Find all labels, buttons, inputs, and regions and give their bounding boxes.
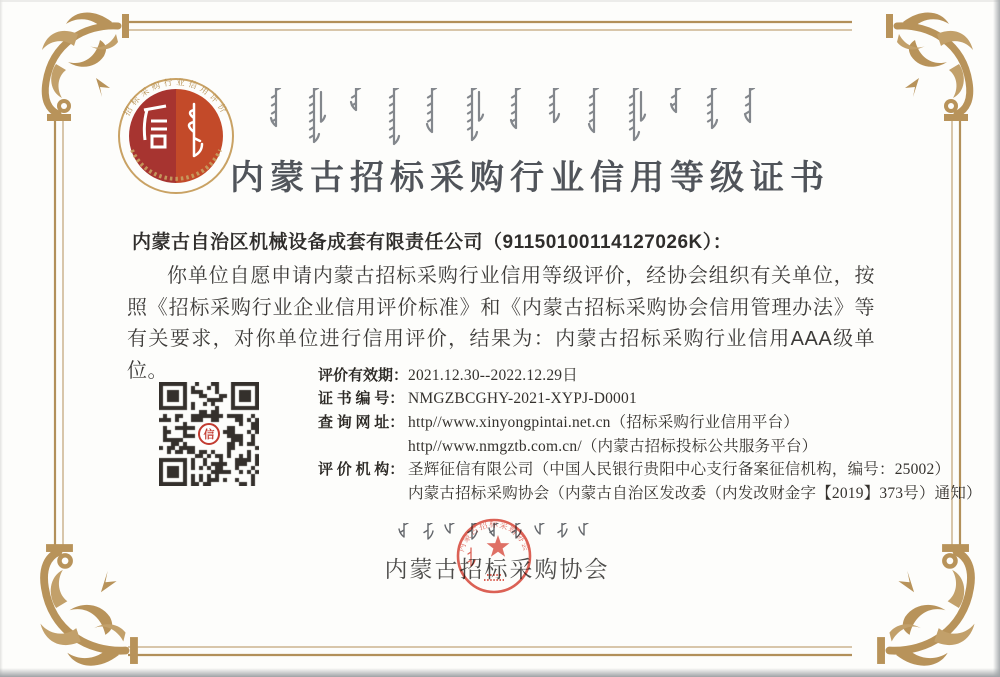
field-cert-number xyxy=(318,387,938,411)
field-validity xyxy=(318,363,938,387)
scan-edge-right xyxy=(993,0,1000,677)
scan-edge-left xyxy=(0,0,3,677)
seal-mongolian-glyph xyxy=(468,548,475,566)
field-label: 评 价 机 构： xyxy=(318,462,405,479)
field-value: http//www.nmgztb.com.cn/（内蒙古招标投标公共服务平台） xyxy=(408,437,818,455)
qr-code xyxy=(159,382,259,486)
seal-ring-text: 内蒙古招标采购协会 xyxy=(455,519,533,554)
scan-edge-bottom xyxy=(0,668,1000,677)
field-value: 圣辉征信有限公司（中国人民银行贵阳中心支行备案征信机构，编号：25002） xyxy=(408,461,951,479)
issuer-name: 内蒙古招标采购协会 xyxy=(384,557,610,582)
qr-center-logo xyxy=(198,423,220,445)
certificate-body: 你单位自愿申请内蒙古招标采购行业信用等级评价，经协会组织有关单位，按照《招标采购行业企业信用评价标准》和《内蒙古招标采购协会信用管理办法》等有关要求，对你单位进行信用评价，结果为：内蒙古招标采购行业信用AAA级单位。 xyxy=(127,265,875,382)
seal-serial-marks xyxy=(484,575,504,580)
detail-fields xyxy=(318,363,982,505)
field-value: 内蒙古招标采购协会（内蒙古自治区发改委（内发改财金字【2019】373号）通知） xyxy=(408,484,982,502)
field-query-url-1 xyxy=(318,410,938,434)
field-value: NMGZBCGHY-2021-XYPJ-D0001 xyxy=(408,389,637,407)
seal-star xyxy=(487,535,510,557)
certificate-title: 内蒙古招标采购行业信用等级证书 xyxy=(230,160,830,197)
field-label: 证 书 编 号： xyxy=(318,390,405,407)
field-label: 评价有效期： xyxy=(318,368,409,384)
field-query-url-2 xyxy=(318,434,938,458)
field-label: 查 询 网 址： xyxy=(318,415,405,432)
field-evaluator-2 xyxy=(318,481,982,505)
logo-ring-text: 招标采购行业信用评价 xyxy=(121,76,231,118)
field-evaluator-1 xyxy=(318,457,951,481)
mongolian-script-header xyxy=(266,88,814,156)
qr-logo-glyph: 信 xyxy=(203,429,215,441)
scan-edge-top xyxy=(0,0,1000,2)
field-value: http//www.xinyongpintai.net.cn（招标采购行业信用平台） xyxy=(408,414,799,432)
association-seal xyxy=(454,516,534,596)
company-line: 内蒙古自治区机械设备成套有限责任公司（91150100114127026K）： xyxy=(132,232,733,253)
field-value: 2021.12.30--2022.12.29日 xyxy=(408,367,578,384)
